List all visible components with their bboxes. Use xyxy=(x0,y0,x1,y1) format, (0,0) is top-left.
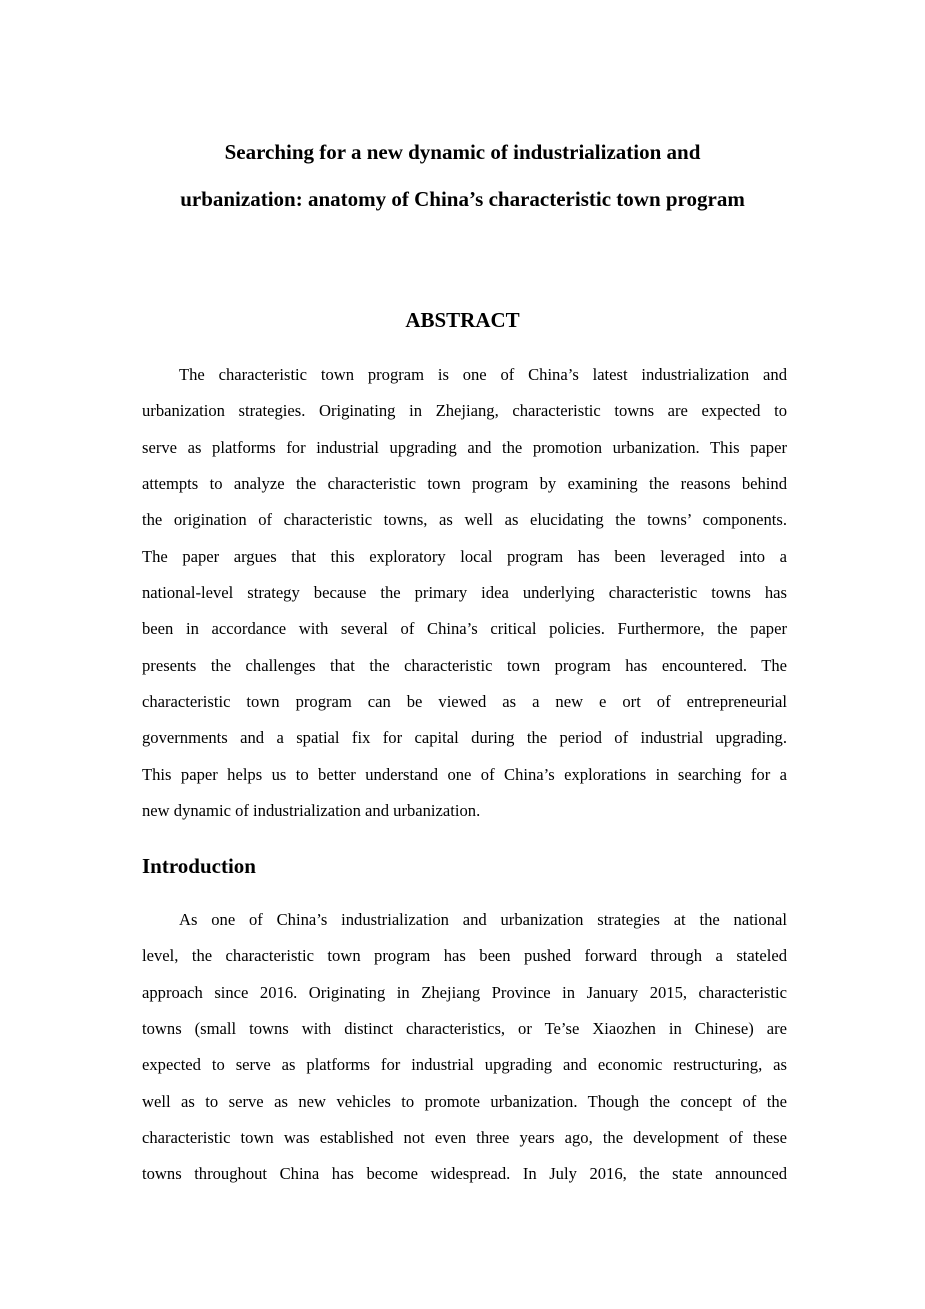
abstract-paragraph xyxy=(142,357,787,829)
text-line: attempts to analyze the characteristic town program by examining the reasons behind xyxy=(142,474,787,494)
title-line-2: urbanization: anatomy of China’s characteristic town program xyxy=(180,187,745,211)
title-line-1: Searching for a new dynamic of industrialization and xyxy=(224,140,701,164)
text-line: The paper argues that this exploratory local program has been leveraged into a xyxy=(142,546,787,566)
text-line: new dynamic of industrialization and urbanization. xyxy=(142,801,481,821)
introduction-paragraph xyxy=(142,902,787,1193)
text-line: towns (small towns with distinct characteristics, or Te’se Xiaozhen in Chinese) are xyxy=(142,1019,787,1039)
text-line: well as to serve as new vehicles to promote urbanization. Though the concept of the xyxy=(142,1091,787,1111)
text-line: approach since 2016. Originating in Zhejiang Province in January 2015, characteristic xyxy=(142,982,787,1002)
text-line: This paper helps us to better understand one of China’s explorations in searching for a xyxy=(142,764,787,784)
text-line: The characteristic town program is one of China’s latest industrialization and xyxy=(179,365,787,384)
text-line: serve as platforms for industrial upgrading and the promotion urbanization. This paper xyxy=(142,437,787,457)
text-line: governments and a spatial fix for capital during the period of industrial upgrading. xyxy=(142,728,787,748)
text-line: the origination of characteristic towns, as well as elucidating the towns’ components. xyxy=(142,510,787,530)
text-line: expected to serve as platforms for industrial upgrading and economic restructuring, as xyxy=(142,1055,787,1075)
text-line: national-level strategy because the primary idea underlying characteristic towns has xyxy=(142,583,787,603)
text-line: urbanization strategies. Originating in Zhejiang, characteristic towns are expected to xyxy=(142,401,787,421)
text-line: been in accordance with several of China’s critical policies. Furthermore, the paper xyxy=(142,619,787,639)
text-line: presents the challenges that the characteristic town program has encountered. The xyxy=(142,655,787,675)
text-line: characteristic town was established not even three years ago, the development of these xyxy=(142,1128,787,1148)
introduction-heading: Introduction xyxy=(142,854,256,878)
abstract-heading: ABSTRACT xyxy=(405,308,520,332)
text-line: characteristic town program can be viewed as a new e ort of entrepreneurial xyxy=(142,692,787,712)
text-line: level, the characteristic town program has been pushed forward through a stateled xyxy=(142,946,787,966)
text-line: towns throughout China has become widespread. In July 2016, the state announced xyxy=(142,1164,787,1184)
text-line: As one of China’s industrialization and urbanization strategies at the national xyxy=(179,910,787,929)
